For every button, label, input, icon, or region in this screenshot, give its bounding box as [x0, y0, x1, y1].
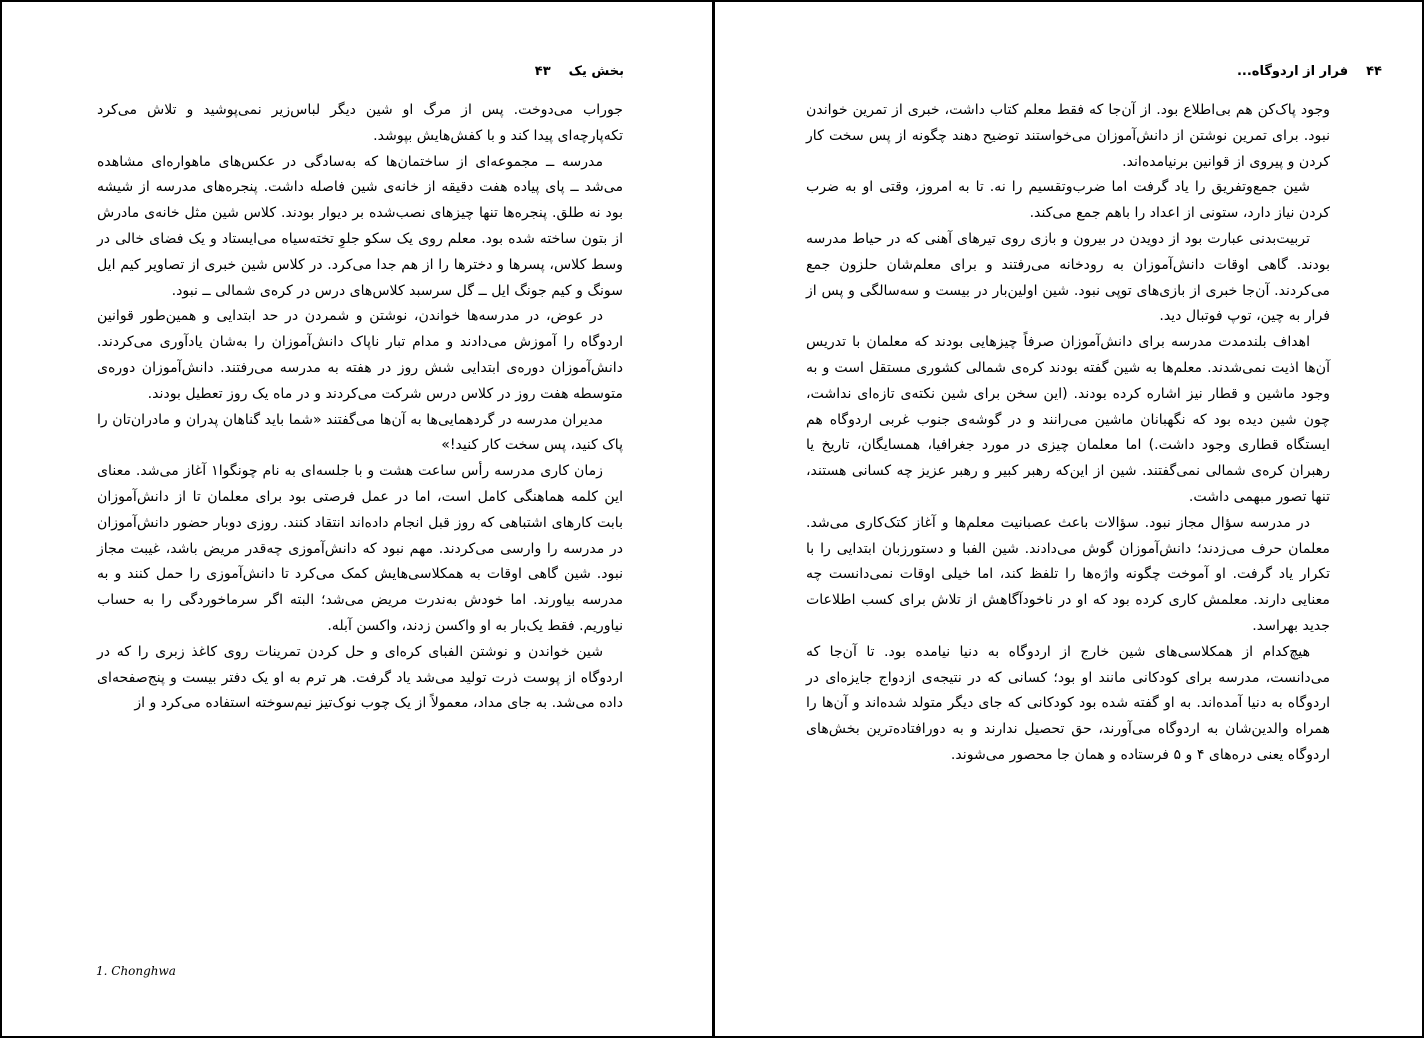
paragraph: شین جمع‌وتفریق را یاد گرفت اما ضرب‌وتقسیم را نه. تا به امروز، وقتی او به ضرب کردن نیاز دارد، ستونی از اعداد را باهم جمع می‌کند. — [806, 179, 1330, 222]
paragraph: وجود پاک‌کن هم بی‌اطلاع بود. از آن‌جا که فقط معلم کتاب داشت، خبری از تمرین خواندن نبود. برای تمرین نوشتن از دانش‌آموزان می‌خواستند توضیح دهند چگونه از پس سخت کار کردن و پیروی از قوانین برنیامده‌اند. — [806, 102, 1330, 170]
right-page-header — [1237, 64, 1382, 79]
right-running-head: فرار از اردوگاه... — [1236, 64, 1349, 79]
paragraph: مدرسه ــ مجموعه‌ای از ساختمان‌ها که به‌سادگی در عکس‌های ماهواره‌ای مشاهده می‌شد ــ پای پیاده هفت دقیقه از خانه‌ی شین فاصله داشت. پنجره‌های مدرسه از شیشه بود نه طلق. پنجره‌ها تنها چیزهای نصب‌شده بر دیوار بودند. کلاس شین مثل خانه‌ی مادرش از بتون ساخته شده بود. معلم روی یک سکو جلوِ تخته‌سیاه می‌ایستاد و یک فضای خالی در وسط کلاس، پسرها و دخترها را از هم جدا می‌کرد. در کلاس شین خبری از تصاویر کیم ایل سونگ و کیم جونگ ایل ــ گل سرسبد کلاس‌های درس در کره‌ی شمالی ــ نبود. — [97, 153, 623, 299]
paragraph: در عوض، در مدرسه‌ها خواندن، نوشتن و شمردن در حد ابتدایی و همین‌طور قوانین اردوگاه را آموزش می‌دادند و مدام تبار ناپاک دانش‌آموزان را به‌شان یادآوری می‌کردند. دانش‌آموزان دوره‌ی ابتدایی شش روز در هفته به مدرسه می‌رفتند. دانش‌آموزان دوره‌ی متوسطه هفت روز در کلاس درس شرکت می‌کردند و در ماه یک روز تعطیل بودند. — [97, 308, 623, 402]
paragraph: هیچ‌کدام از همکلاسی‌های شین خارج از اردوگاه به دنیا نیامده بود. تا آن‌جا که می‌دانست، مدرسه برای کودکانی مانند او بود؛ کسانی که در نتیجه‌ی ازدواج جایزه‌ای در اردوگاه به دنیا آمده‌اند. به او گفته شده بود کودکانی که جای دیگر متولد شده‌اند و آن‌ها را همراه والدین‌شان به اردوگاه می‌آورند، حق تحصیل ندارند و به دورافتاده‌ترین بخش‌های اردوگاه یعنی دره‌های ۴ و ۵ فرستاده و همان جا محصور می‌شوند. — [806, 643, 1330, 763]
left-page — [2, 2, 712, 1036]
right-page-body — [806, 98, 1330, 769]
paragraph: زمان کاری مدرسه رأس ساعت هشت و با جلسه‌ای به نام چونگوا۱ آغاز می‌شد. معنای این کلمه هماهنگی کامل است، اما در عمل فرصتی بود برای معلمان تا از دانش‌آموزان بابت کارهای اشتباهی که روز قبل انجام داده‌اند انتقاد کنند. روزی دوبار حضور دانش‌آموزان در مدرسه را وارسی می‌کردند. مهم نبود که دانش‌آموزی چه‌قدر مریض باشد، غیبت مجاز نبود. شین گاهی اوقات به همکلاسی‌هایش کمک می‌کرد تا دانش‌آموزی را حمل کنند و به مدرسه بیاورند. اما خودش به‌ندرت مریض می‌شد؛ البته اگر سرماخوردگی را به حساب نیاوریم. فقط یک‌بار به او واکسن زدند، واکسن آبله. — [97, 463, 623, 634]
left-page-number: ۴۳ — [534, 64, 551, 79]
left-page-body — [97, 98, 623, 717]
left-page-header — [535, 64, 624, 79]
paragraph: مدیران مدرسه در گردهمایی‌ها به آن‌ها می‌گفتند «شما باید گناهان پدران و مادران‌تان را پاک کنید، پس سخت کار کنید!» — [97, 411, 623, 454]
right-page — [715, 2, 1424, 1036]
paragraph: در مدرسه سؤال مجاز نبود. سؤالات باعث عصبانیت معلم‌ها و آغاز کتک‌کاری می‌شد. معلمان حرف می‌زدند؛ دانش‌آموزان گوش می‌دادند. شین الفبا و دستورزبان ابتدایی را با تکرار یاد گرفت. او آموخت چگونه واژه‌ها را تلفظ کند، اما خیلی اوقات نمی‌دانست چه معنایی دارند. معلمش کاری کرده بود که او در ناخودآگاهش از تلاش برای کسب اطلاعات جدید بهراسد. — [806, 514, 1330, 634]
paragraph: اهداف بلندمدت مدرسه برای دانش‌آموزان صرفاً چیزهایی بودند که معلمان با تدریس آن‌ها اذیت نمی‌شدند. معلم‌ها به شین گفته بودند کره‌ی شمالی کشوری مستقل است و به وجود ماشین و قطار نیز اشاره کرده بودند. (این سخن برای شین نکته‌ی تازه‌ای نداشت، چون شین دیده بود که نگهبانان ماشین می‌رانند و در گوشه‌ی جنوب غربی اردوگاه هم ایستگاه قطاری وجود داشت.) اما معلمان چیزی در مورد جغرافیا، همسایگان، تاریخ یا رهبران کره‌ی شمالی نمی‌گفتند. شین از این‌که رهبر کبیر و رهبر عزیز چه کسانی هستند، تنها تصور مبهمی داشت. — [806, 334, 1330, 505]
paragraph: شین خواندن و نوشتن الفبای کره‌ای و حل کردن تمرینات روی کاغذ زبری را که در اردوگاه از پوست ذرت تولید می‌شد یاد گرفت. هر ترم به او یک دفتر بیست و پنج‌صفحه‌ای داده می‌شد. به جای مداد، معمولاً از یک چوب نوک‌تیز نیم‌سوخته استفاده می‌کرد و از — [97, 643, 623, 712]
left-running-head: بخش یک — [568, 64, 624, 79]
paragraph: تربیت‌بدنی عبارت بود از دویدن در بیرون و بازی روی تیرهای آهنی که در حیاط مدرسه بودند. گاهی اوقات دانش‌آموزان به رودخانه می‌رفتند و برای معلم‌شان حلزون جمع می‌کردند. آن‌جا خبری از بازی‌های توپی نبود. شین اولین‌بار در بیست و سه‌سالگی و پس از فرار به چین، توپ فوتبال دید. — [806, 230, 1330, 325]
right-page-number: ۴۴ — [1366, 64, 1382, 79]
paragraph: جوراب می‌دوخت. پس از مرگ او شین دیگر لباس‌زیر نمی‌پوشید و تلاش می‌کرد تکه‌پارچه‌ای پیدا کند و با کفش‌هایش بپوشد. — [97, 102, 623, 144]
footnote: 1. Chonghwa — [96, 964, 176, 978]
